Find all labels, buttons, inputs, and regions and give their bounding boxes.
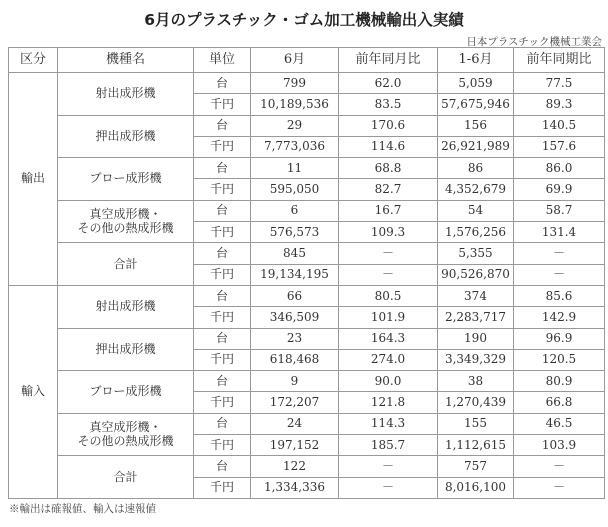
ytd-ratio: 69.9 <box>514 179 605 200</box>
unit-cell: 台 <box>194 371 251 392</box>
header-category: 区分 <box>9 48 58 73</box>
month-value: 29 <box>251 115 339 136</box>
table-row <box>9 200 605 221</box>
header-month: 6月 <box>251 48 339 73</box>
section-label: 輸出 <box>9 73 58 286</box>
ytd-value: 8,016,100 <box>438 477 514 498</box>
machine-name <box>58 456 194 499</box>
ytd-ratio: 142.9 <box>514 307 605 328</box>
table-row <box>9 243 605 264</box>
ytd-ratio: 96.9 <box>514 328 605 349</box>
month-value: 172,207 <box>251 392 339 413</box>
month-value: 197,152 <box>251 435 339 456</box>
ytd-value: 3,349,329 <box>438 349 514 370</box>
header-month-ratio: 前年同月比 <box>339 48 438 73</box>
month-ratio: － <box>339 264 438 285</box>
table-row <box>9 328 605 349</box>
ytd-value: 156 <box>438 115 514 136</box>
ytd-value: 190 <box>438 328 514 349</box>
unit-cell: 台 <box>194 115 251 136</box>
month-ratio: 83.5 <box>339 94 438 115</box>
table-row <box>9 115 605 136</box>
ytd-ratio: － <box>514 264 605 285</box>
month-ratio: 114.6 <box>339 136 438 157</box>
unit-cell: 千円 <box>194 307 251 328</box>
month-value: 618,468 <box>251 349 339 370</box>
organization-name: 日本プラスチック機械工業会 <box>466 36 602 48</box>
machine-name-line: その他の熱成形機 <box>77 433 174 448</box>
month-value: 24 <box>251 413 339 434</box>
ytd-ratio: 120.5 <box>514 349 605 370</box>
ytd-value: 90,526,870 <box>438 264 514 285</box>
machine-name <box>58 413 194 456</box>
ytd-ratio: 58.7 <box>514 200 605 221</box>
header-ytd: 1-6月 <box>438 48 514 73</box>
month-ratio: 109.3 <box>339 222 438 243</box>
unit-cell: 千円 <box>194 435 251 456</box>
unit-cell: 千円 <box>194 349 251 370</box>
ytd-ratio: － <box>514 456 605 477</box>
month-ratio: 16.7 <box>339 200 438 221</box>
month-value: 595,050 <box>251 179 339 200</box>
unit-cell: 台 <box>194 328 251 349</box>
table-row <box>9 371 605 392</box>
unit-cell: 千円 <box>194 94 251 115</box>
ytd-value: 374 <box>438 285 514 306</box>
ytd-value: 1,112,615 <box>438 435 514 456</box>
unit-cell: 千円 <box>194 179 251 200</box>
unit-cell: 千円 <box>194 477 251 498</box>
unit-cell: 台 <box>194 285 251 306</box>
machine-name-line: 合計 <box>113 469 138 484</box>
ytd-ratio: － <box>514 477 605 498</box>
machine-name-line: 射出成形機 <box>95 86 156 101</box>
ytd-ratio: 85.6 <box>514 285 605 306</box>
ytd-value: 5,355 <box>438 243 514 264</box>
ytd-ratio: 89.3 <box>514 94 605 115</box>
unit-cell: 千円 <box>194 136 251 157</box>
month-value: 7,773,036 <box>251 136 339 157</box>
month-value: 845 <box>251 243 339 264</box>
trade-table <box>8 47 605 499</box>
unit-cell: 台 <box>194 158 251 179</box>
ytd-ratio: 140.5 <box>514 115 605 136</box>
unit-cell: 台 <box>194 413 251 434</box>
ytd-value: 1,576,256 <box>438 222 514 243</box>
ytd-ratio: 103.9 <box>514 435 605 456</box>
ytd-ratio: 86.0 <box>514 158 605 179</box>
table-row <box>9 73 605 94</box>
table-row <box>9 285 605 306</box>
unit-cell: 千円 <box>194 222 251 243</box>
machine-name-line: 合計 <box>113 256 138 271</box>
machine-name-line: 真空成形機・ <box>89 207 162 222</box>
month-ratio: 170.6 <box>339 115 438 136</box>
ytd-value: 38 <box>438 371 514 392</box>
ytd-value: 4,352,679 <box>438 179 514 200</box>
month-ratio: － <box>339 243 438 264</box>
month-ratio: 82.7 <box>339 179 438 200</box>
machine-name <box>58 200 194 243</box>
table-row <box>9 158 605 179</box>
table-row <box>9 413 605 434</box>
machine-name-line: 真空成形機・ <box>89 420 162 435</box>
month-value: 1,334,336 <box>251 477 339 498</box>
month-ratio: 185.7 <box>339 435 438 456</box>
ytd-ratio: 80.9 <box>514 371 605 392</box>
ytd-value: 757 <box>438 456 514 477</box>
unit-cell: 台 <box>194 243 251 264</box>
machine-name <box>58 285 194 328</box>
unit-cell: 台 <box>194 200 251 221</box>
ytd-value: 86 <box>438 158 514 179</box>
machine-name-line: ブロー成形機 <box>89 384 162 399</box>
machine-name-line: その他の熱成形機 <box>77 220 174 235</box>
month-ratio: 90.0 <box>339 371 438 392</box>
month-value: 122 <box>251 456 339 477</box>
ytd-value: 26,921,989 <box>438 136 514 157</box>
month-value: 576,573 <box>251 222 339 243</box>
ytd-ratio: 131.4 <box>514 222 605 243</box>
month-value: 9 <box>251 371 339 392</box>
month-value: 66 <box>251 285 339 306</box>
month-ratio: 68.8 <box>339 158 438 179</box>
ytd-value: 5,059 <box>438 73 514 94</box>
unit-cell: 台 <box>194 456 251 477</box>
month-value: 11 <box>251 158 339 179</box>
month-value: 6 <box>251 200 339 221</box>
section-label: 輸入 <box>9 285 58 498</box>
machine-name <box>58 115 194 158</box>
month-value: 23 <box>251 328 339 349</box>
month-ratio: 274.0 <box>339 349 438 370</box>
machine-name <box>58 328 194 371</box>
page-title: 6月のプラスチック・ゴム加工機械輸出入実績 <box>144 11 464 29</box>
machine-name <box>58 243 194 286</box>
machine-name-line: ブロー成形機 <box>89 171 162 186</box>
header-ytd-ratio: 前年同期比 <box>514 48 605 73</box>
ytd-ratio: 157.6 <box>514 136 605 157</box>
ytd-value: 57,675,946 <box>438 94 514 115</box>
month-ratio: － <box>339 477 438 498</box>
machine-name <box>58 158 194 201</box>
month-ratio: － <box>339 456 438 477</box>
machine-name-line: 射出成形機 <box>95 299 156 314</box>
month-ratio: 121.8 <box>339 392 438 413</box>
machine-name <box>58 371 194 414</box>
ytd-ratio: 66.8 <box>514 392 605 413</box>
header-unit: 単位 <box>194 48 251 73</box>
month-value: 799 <box>251 73 339 94</box>
machine-name-line: 押出成形機 <box>95 341 156 356</box>
ytd-ratio: － <box>514 243 605 264</box>
month-ratio: 164.3 <box>339 328 438 349</box>
month-value: 10,189,536 <box>251 94 339 115</box>
ytd-value: 2,283,717 <box>438 307 514 328</box>
machine-name <box>58 73 194 116</box>
unit-cell: 千円 <box>194 392 251 413</box>
month-ratio: 114.3 <box>339 413 438 434</box>
ytd-ratio: 46.5 <box>514 413 605 434</box>
month-value: 19,134,195 <box>251 264 339 285</box>
machine-name-line: 押出成形機 <box>95 128 156 143</box>
footnote: ※輸出は確報値、輸入は速報値 <box>9 503 156 515</box>
ytd-ratio: 77.5 <box>514 73 605 94</box>
ytd-value: 155 <box>438 413 514 434</box>
month-value: 346,509 <box>251 307 339 328</box>
month-ratio: 62.0 <box>339 73 438 94</box>
header-row <box>9 48 605 73</box>
table-row <box>9 456 605 477</box>
ytd-value: 1,270,439 <box>438 392 514 413</box>
unit-cell: 千円 <box>194 264 251 285</box>
ytd-value: 54 <box>438 200 514 221</box>
header-machine: 機種名 <box>58 48 194 73</box>
month-ratio: 80.5 <box>339 285 438 306</box>
unit-cell: 台 <box>194 73 251 94</box>
month-ratio: 101.9 <box>339 307 438 328</box>
